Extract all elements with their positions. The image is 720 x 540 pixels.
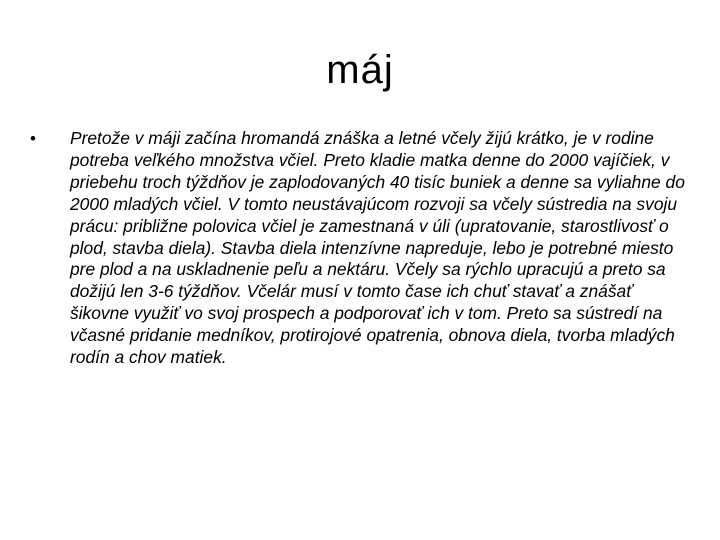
bullet-dot-icon: • — [30, 129, 36, 148]
slide-title: máj — [326, 48, 394, 92]
bullet-text: Pretože v máji začína hromandá znáška a letné včely žijú krátko, je v rodine potreba veľkého množstva včiel. Preto kladie matka denne do 2000 vajíčiek, v priebehu troch týždňov je zaplodovaných 40 tisíc buniek a denne sa vyliahne do 2000 mladých včiel. V tomto neustávajúcom rozvoji sa včely sústredia na svoju prácu: približne polovica včiel je zamestnaná v úli (upratovanie, starostlivosť o plod, stavba diela). Stavba diela intenzívne napreduje, lebo je potrebné miesto pre plod a na uskladnenie peľu a nektáru. Včely sa rýchlo upracujú a preto sa dožijú len 3-6 týždňov. Včelár musí v tomto čase ich chuť stavať a znášať šikovne využiť vo svoj prospech a podporovať ich v tom. Preto sa sústredí na včasné pridanie medníkov, protirojové opatrenia, obnova diela, tvorba mladých rodín a chov matiek. — [70, 128, 685, 368]
bullet-list — [30, 128, 690, 369]
bullet-item — [30, 128, 690, 369]
